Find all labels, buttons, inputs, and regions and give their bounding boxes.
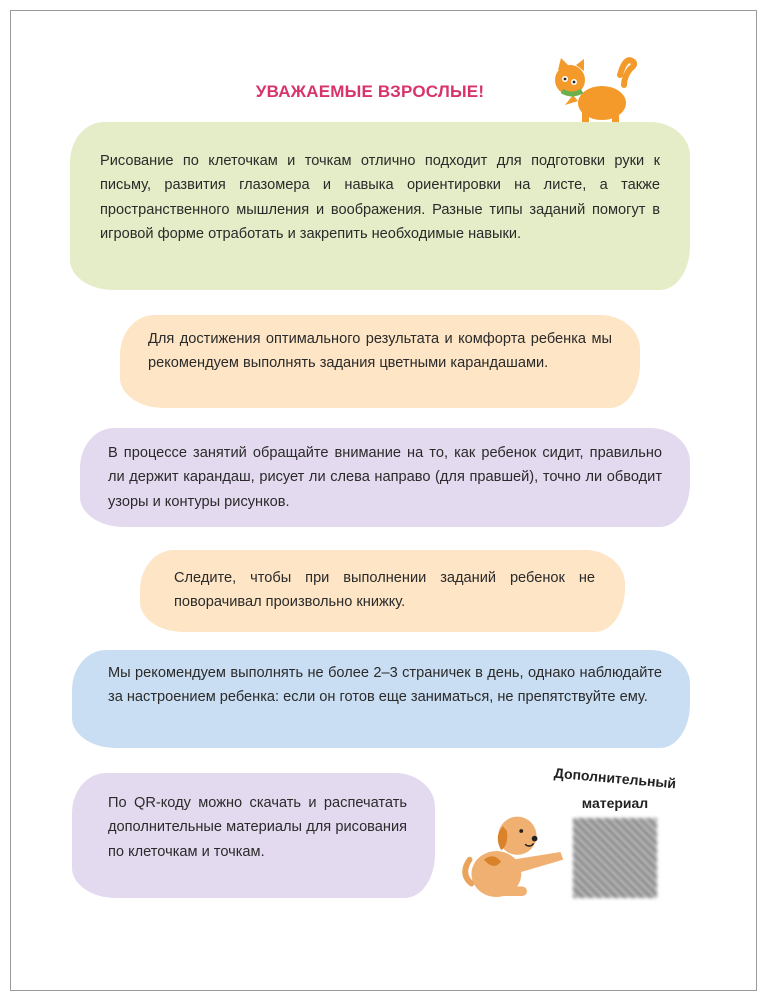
qr-label-line1: Дополнительный — [553, 764, 677, 792]
intro-text: Рисование по клеточкам и точкам отлично подходит для подготовки руки к письму, развития глазомера и навыка ориентировки на листе, а также пространственного мышления и воображения. Разные типы заданий помогут в игровой форме отработать и закрепить необходимые навыки. — [100, 153, 660, 242]
dog-illustration — [460, 800, 570, 905]
posture-card — [80, 428, 690, 527]
book-rotation-text: Следите, чтобы при выполнении заданий ребенок не поворачивал произвольно книжку. — [174, 570, 595, 611]
page-title: УВАЖАЕМЫЕ ВЗРОСЛЫЕ! — [255, 82, 485, 101]
pencils-card — [120, 315, 640, 408]
qr-code[interactable] — [573, 818, 657, 898]
qr-info-text: По QR-коду можно скачать и распечатать дополнительные материалы для рисования по клеточкам и точкам. — [108, 795, 407, 860]
pencils-text: Для достижения оптимального результата и комфорта ребенка мы рекомендуем выполнять задания цветными карандашами. — [148, 331, 612, 372]
qr-label-line2: материал — [581, 795, 649, 811]
pages-per-day-text: Мы рекомендуем выполнять не более 2–3 страничек в день, однако наблюдайте за настроением ребенка: если он готов еще заниматься, не препятствуйте ему. — [108, 665, 662, 706]
intro-card — [70, 122, 690, 290]
book-rotation-card — [140, 550, 625, 632]
qr-info-card — [72, 773, 435, 898]
pages-per-day-card — [72, 650, 690, 748]
posture-text: В процессе занятий обращайте внимание на то, как ребенок сидит, правильно ли держит карандаш, рисует ли слева направо (для правшей), точно ли обводит узоры и контуры рисунков. — [108, 445, 662, 510]
